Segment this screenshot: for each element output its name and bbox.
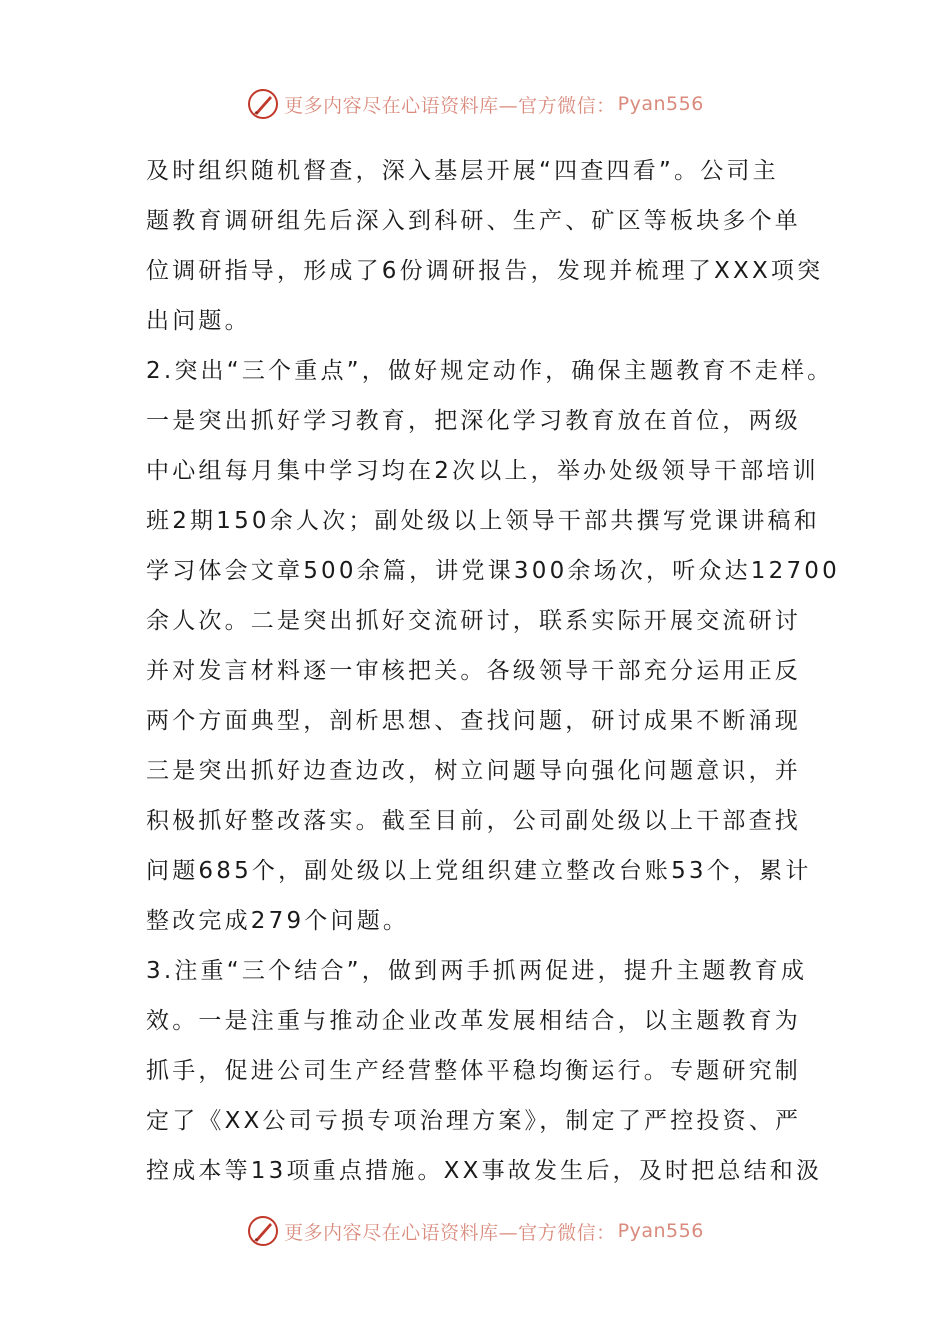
section-heading-line: 2.突出“三个重点”，做好规定动作，确保主题教育不走样。 [146, 358, 834, 384]
text-line: 积极抓好整改落实。截至目前，公司副处级以上干部查找 [146, 808, 801, 834]
quill-pen-icon [246, 87, 280, 121]
text-line: 三是突出抓好边查边改，树立问题导向强化问题意识，并 [146, 758, 801, 784]
document-body [146, 146, 840, 1196]
text-line: 效。一是注重与推动企业改革发展相结合，以主题教育为 [146, 1008, 801, 1034]
text-line: 及时组织随机督查，深入基层开展“四查四看”。公司主 [146, 158, 779, 184]
text-line: 班2期150余人次；副处级以上领导干部共撰写党课讲稿和 [146, 508, 820, 534]
watermark-banner-bottom [0, 1211, 950, 1251]
text-line: 两个方面典型，剖析思想、查找问题，研讨成果不断涌现 [146, 708, 801, 734]
text-line: 学习体会文章500余篇，讲党课300余场次，听众达12700 [146, 558, 840, 584]
watermark-banner-top [0, 84, 950, 124]
text-line: 中心组每月集中学习均在2次以上，举办处级领导干部培训 [146, 458, 819, 484]
text-line: 定了《XX公司亏损专项治理方案》，制定了严控投资、严 [146, 1108, 802, 1134]
text-line: 并对发言材料逐一审核把关。各级领导干部充分运用正反 [146, 658, 801, 684]
text-line: 问题685个，副处级以上党组织建立整改台账53个，累计 [146, 858, 812, 884]
watermark-text: 更多内容尽在心语资料库—官方微信： [284, 1221, 616, 1244]
text-line: 控成本等13项重点措施。XX事故发生后，及时把总结和汲 [146, 1158, 823, 1184]
watermark-handle: Pyan556 [617, 93, 704, 115]
text-line: 一是突出抓好学习教育，把深化学习教育放在首位，两级 [146, 408, 801, 434]
watermark-handle: Pyan556 [617, 1220, 704, 1242]
watermark-text: 更多内容尽在心语资料库—官方微信： [284, 94, 616, 117]
quill-pen-icon [246, 1214, 280, 1248]
section-heading-line: 3.注重“三个结合”，做到两手抓两促进，提升主题教育成 [146, 958, 808, 984]
text-line: 出问题。 [146, 308, 251, 334]
text-line: 余人次。二是突出抓好交流研讨，联系实际开展交流研讨 [146, 608, 801, 634]
text-line: 抓手，促进公司生产经营整体平稳均衡运行。专题研究制 [146, 1058, 801, 1084]
text-line: 题教育调研组先后深入到科研、生产、矿区等板块多个单 [146, 208, 801, 234]
text-line: 位调研指导，形成了6份调研报告，发现并梳理了XXX项突 [146, 258, 824, 284]
text-line: 整改完成279个问题。 [146, 908, 410, 934]
